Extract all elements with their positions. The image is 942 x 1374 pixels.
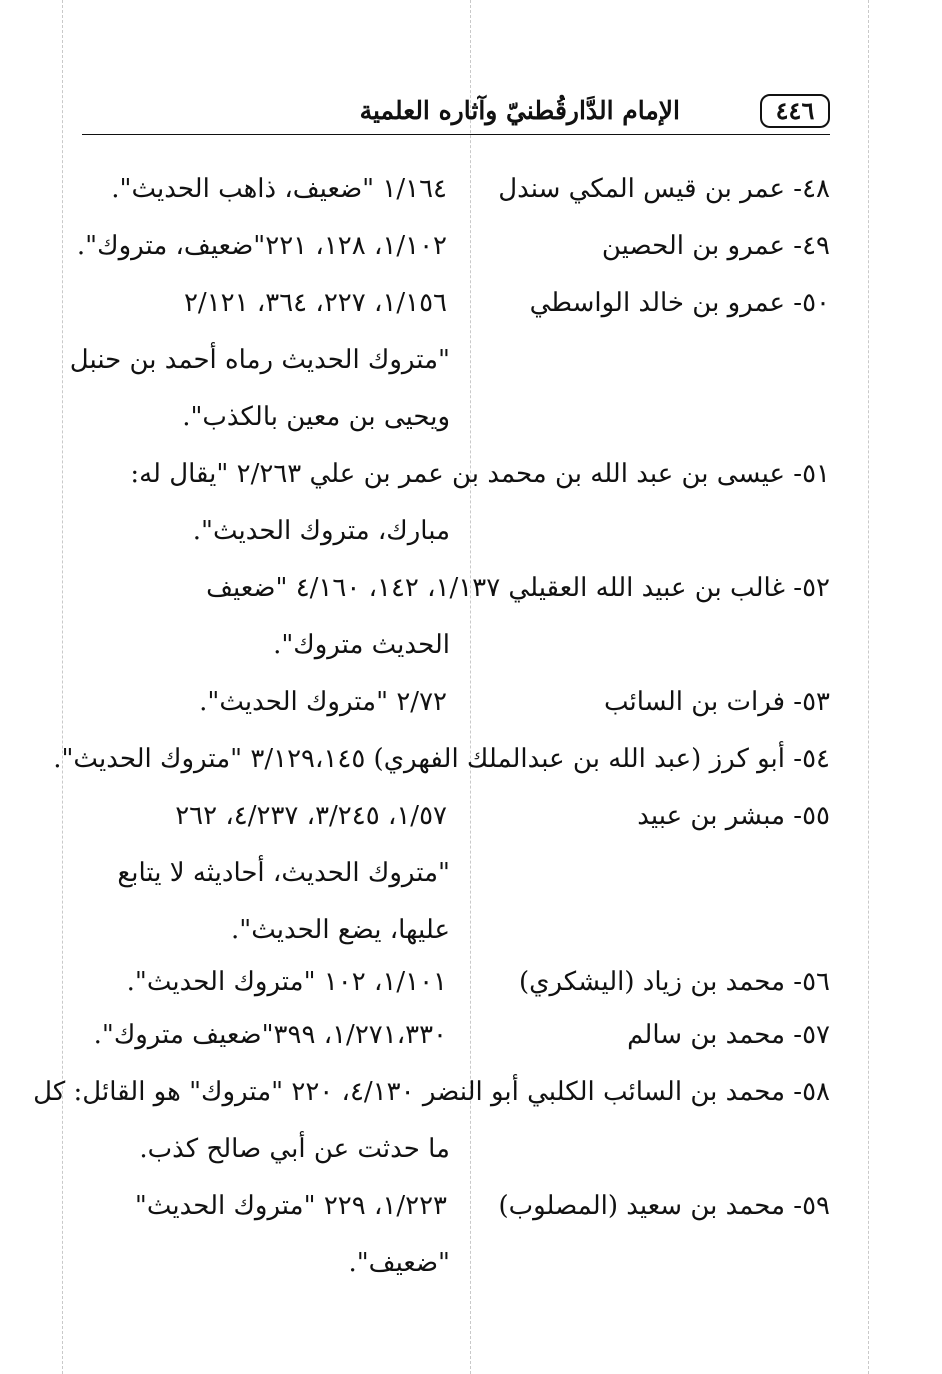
scan-guide-line [868, 0, 869, 1374]
entry-name: ٤٩- عمرو بن الحصين [601, 231, 830, 261]
entry-reference: ١/٢٧١،٣٣٠، ٣٩٩"ضعيف متروك". [93, 1020, 447, 1050]
entry-line: ٥٤- أبو كرز (عبد الله بن عبدالملك الفهري) ٣/١٢٩،١٤٥ "متروك الحديث". [53, 744, 830, 774]
entry-continuation: "متروك الحديث، أحاديثه لا يتابع [117, 858, 450, 888]
entry-continuation: ويحيى بن معين بالكذب". [182, 402, 450, 432]
entry-continuation: مبارك، متروك الحديث". [192, 516, 450, 546]
scan-guide-line [62, 0, 63, 1374]
page-header [82, 92, 830, 135]
entry-line: ٥٨- محمد بن السائب الكلبي أبو النضر ٤/١٣٠، ٢٢٠ "متروك" هو القائل: كل [33, 1077, 830, 1107]
entry-reference: ١/١٥٦، ٢٢٧، ٣٦٤، ٢/١٢١ [183, 288, 447, 318]
entry-name: ٥٣- فرات بن السائب [603, 687, 830, 717]
entry-name: ٥٥- مبشر بن عبيد [637, 801, 830, 831]
entry-name: ٥٠- عمرو بن خالد الواسطي [529, 288, 830, 318]
running-title: الإمام الدَّارقُطنيّ وآثاره العلمية [359, 96, 680, 125]
entry-reference: ١/١٠١، ١٠٢ "متروك الحديث". [126, 967, 447, 997]
entry-reference: ١/١٦٤ "ضعيف، ذاهب الحديث". [111, 174, 447, 204]
page-number-badge: ٤٤٦ [760, 94, 830, 128]
entry-line: ٥٢- غالب بن عبيد الله العقيلي ١/١٣٧، ١٤٢، ٤/١٦٠ "ضعيف [206, 573, 830, 603]
entry-continuation: الحديث متروك". [273, 630, 450, 660]
entry-continuation: ما حدثت عن أبي صالح كذب. [139, 1134, 450, 1164]
entry-reference: ١/٢٢٣، ٢٢٩ "متروك الحديث" [134, 1191, 447, 1221]
scan-guide-line [470, 0, 471, 1374]
entry-name: ٥٧- محمد بن سالم [627, 1020, 830, 1050]
entry-reference: ١/٥٧، ٣/٢٤٥، ٤/٢٣٧، ٢٦٢ [175, 801, 447, 831]
entry-continuation: عليها، يضع الحديث". [231, 915, 450, 945]
entry-name: ٥٦- محمد بن زياد (اليشكري) [518, 967, 830, 997]
entry-name: ٤٨- عمر بن قيس المكي سندل [498, 174, 830, 204]
entry-reference: ٢/٧٢ "متروك الحديث". [199, 687, 447, 717]
entry-name: ٥٩- محمد بن سعيد (المصلوب) [498, 1191, 830, 1221]
entry-reference: ١/١٠٢، ١٢٨، ٢٢١"ضعيف، متروك". [76, 231, 447, 261]
entry-continuation: "متروك الحديث رماه أحمد بن حنبل [69, 345, 450, 375]
entry-continuation: "ضعيف". [348, 1248, 450, 1278]
entry-line: ٥١- عيسى بن عبد الله بن محمد بن عمر بن علي ٢/٢٦٣ "يقال له: [130, 459, 830, 489]
